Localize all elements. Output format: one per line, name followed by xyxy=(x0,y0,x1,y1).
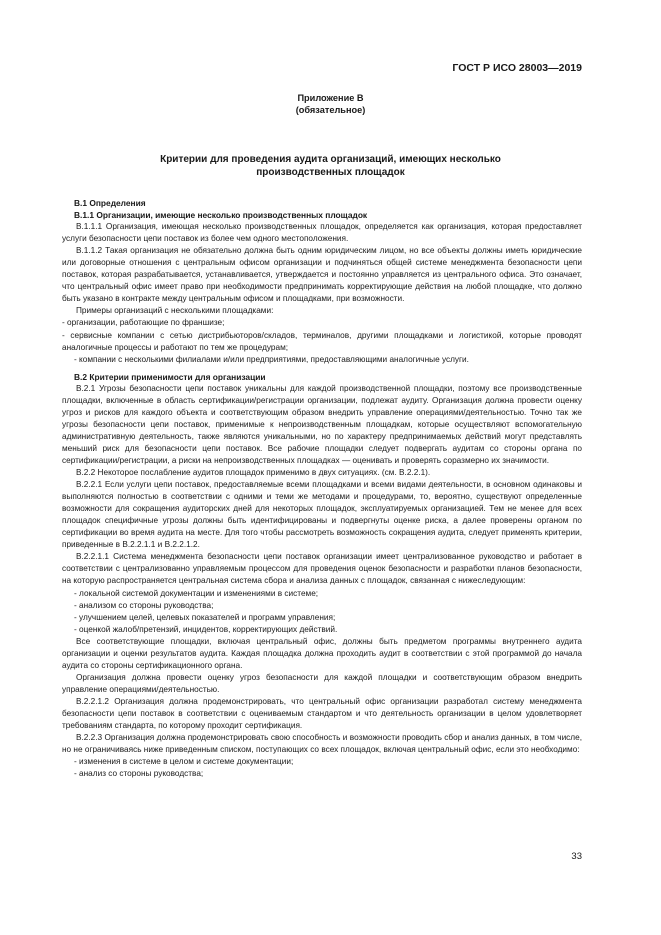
document-body xyxy=(62,197,582,780)
section-b2-heading: В.2 Критерии применимости для организации xyxy=(74,371,266,382)
list-item: - локальной системой документации и изменениями в системе; xyxy=(74,588,319,598)
list-item: - анализ со стороны руководства; xyxy=(74,769,204,779)
appendix-title: Приложение В xyxy=(297,93,364,103)
paragraph-b22: В.2.2 Некоторое послабление аудитов площадок применимо в двух ситуациях. (см. В.2.2.1). xyxy=(76,468,431,478)
paragraph-b223: В.2.2.3 Организация должна продемонстрировать свою способность и возможности проводить сбор и анализ данных, в том числе, но не ограничиваясь ниже приведенным списком, поступающих со всех площадок, включая центральный офис, если это необходимо: xyxy=(62,733,582,755)
criteria-title-text: Критерии для проведения аудита организаций, имеющих несколько производственных площадок xyxy=(160,154,501,178)
list-item: - улучшением целей, целевых показателей и программ управления; xyxy=(74,612,336,622)
appendix-heading xyxy=(0,92,661,116)
paragraph-b111: В.1.1.1 Организация, имеющая несколько производственных площадок, определяется как организация, которая предоставляет услуги безопасности цепи поставок из более чем одного местоположения. xyxy=(62,222,582,244)
list-item: - оценкой жалоб/претензий, инцидентов, корректирующих действий. xyxy=(74,624,338,634)
example-item-3: - компании с несколькими филиалами и/или предприятиями, предоставляющими аналогичные услуги. xyxy=(74,354,469,364)
example-item-1: - организации, работающие по франшизе; xyxy=(62,318,225,328)
examples-intro: Примеры организаций с несколькими площадками: xyxy=(76,306,274,316)
paragraph-all-sites: Все соответствующие площадки, включая центральный офис, должны быть предметом программы внутреннего аудита организации и оценки результатов аудита. Каждая площадка должна проходить аудит в соответствии с этой программой до начала аудита со стороны сертификационного органа. xyxy=(62,636,582,670)
appendix-status: (обязательное) xyxy=(295,105,366,115)
document-code: ГОСТ Р ИСО 28003—2019 xyxy=(452,62,582,74)
paragraph-b2211: В.2.2.1.1 Система менеджмента безопасности цепи поставок организации имеет централизованное руководство и работает в соответствии с централизованно управляемым процессом для проведения оценок безопасности и разработки планов безопасности, на которую распространяется центральная система сбора и анализа данных с площадок, связанная с нижеследующим: xyxy=(62,552,582,586)
list-item: - анализом со стороны руководства; xyxy=(74,600,214,610)
page-number: 33 xyxy=(571,851,582,862)
section-b11-heading: В.1.1 Организации, имеющие несколько производственных площадок xyxy=(74,210,368,221)
criteria-title xyxy=(0,153,661,179)
paragraph-b2212: В.2.2.1.2 Организация должна продемонстрировать, что центральный офис организации разработал систему менеджмента безопасности цепи поставок в соответствии с оцениваемым стандартом и что деятельность организации в целом удовлетворяет требованиям стандарта, по которому проходит сертификация. xyxy=(62,696,582,731)
example-item-2: - сервисные компании с сетью дистрибьюторов/складов, терминалов, другими площадками и логистикой, которые проводят аналогичные процессы и работают по тем же процедурам; xyxy=(62,330,582,352)
paragraph-org-assess: Организация должна провести оценку угроз безопасности для каждой площадки и соответствующим образом внедрить управление операциями/деятельностью. xyxy=(62,672,582,694)
paragraph-b112: В.1.1.2 Такая организация не обязательно должна быть одним юридическим лицом, но все объекты должны иметь юридические или договорные отношения с центральным офисом организации и подчиняться общей системе менеджмента безопасности цепи поставок, которая разрабатывается, устанавливается, утверждается и постоянно управляется из центрального офиса. Это означает, что центральный офис имеет право при необходимости предпринимать корректирующие действия на любой площадке, что должно быть указано в контракте между центральным офисом и площадками, при возможности. xyxy=(62,246,582,304)
list-item: - изменения в системе в целом и системе документации; xyxy=(74,757,294,767)
section-b1-heading: В.1 Определения xyxy=(74,198,146,208)
paragraph-b21: В.2.1 Угрозы безопасности цепи поставок уникальны для каждой производственной площадки, поэтому все производственные площадки, включенные в область сертификации/регистрации организации, подлежат аудиту. Организация должна провести оценку угроз и рисков для каждого объекта и соответствующим образом внедрить управление операциями/деятельностью. Точно так же угрозы безопасности цепи поставок, применимые к непроизводственным площадкам, которые осуществляют вспомогательную административную деятельность, также являются уникальными, но по характеру предпринимаемых действий могут представлять меньший риск для безопасности цепи поставок. Все рабочие площадки следует подвергать аудитам со стороны органа по сертификации/регистрации, а риски на непроизводственных площадках — оценивать и проверять соразмерно их значимости. xyxy=(62,383,582,465)
paragraph-b221: В.2.2.1 Если услуги цепи поставок, предоставляемые всеми площадками и всеми видами деятельности, в основном одинаковы и выполняются полностью в соответствии с одними и теми же методами и процедурами, то, вероятно, существуют определенные возможности для сокращения аудиторских дней для некоторых площадок, эксплуатируемых организацией. Тем не менее для всех площадок специфичные угрозы должны быть идентифицированы и подвергнуты оценке риска, а далее проверены органом по сертификации во время аудита на месте. Для того чтобы рассмотреть возможность сокращения аудита, следует применять критерии, приведенные в В.2.2.1.1 и В.2.2.1.2. xyxy=(62,480,582,550)
